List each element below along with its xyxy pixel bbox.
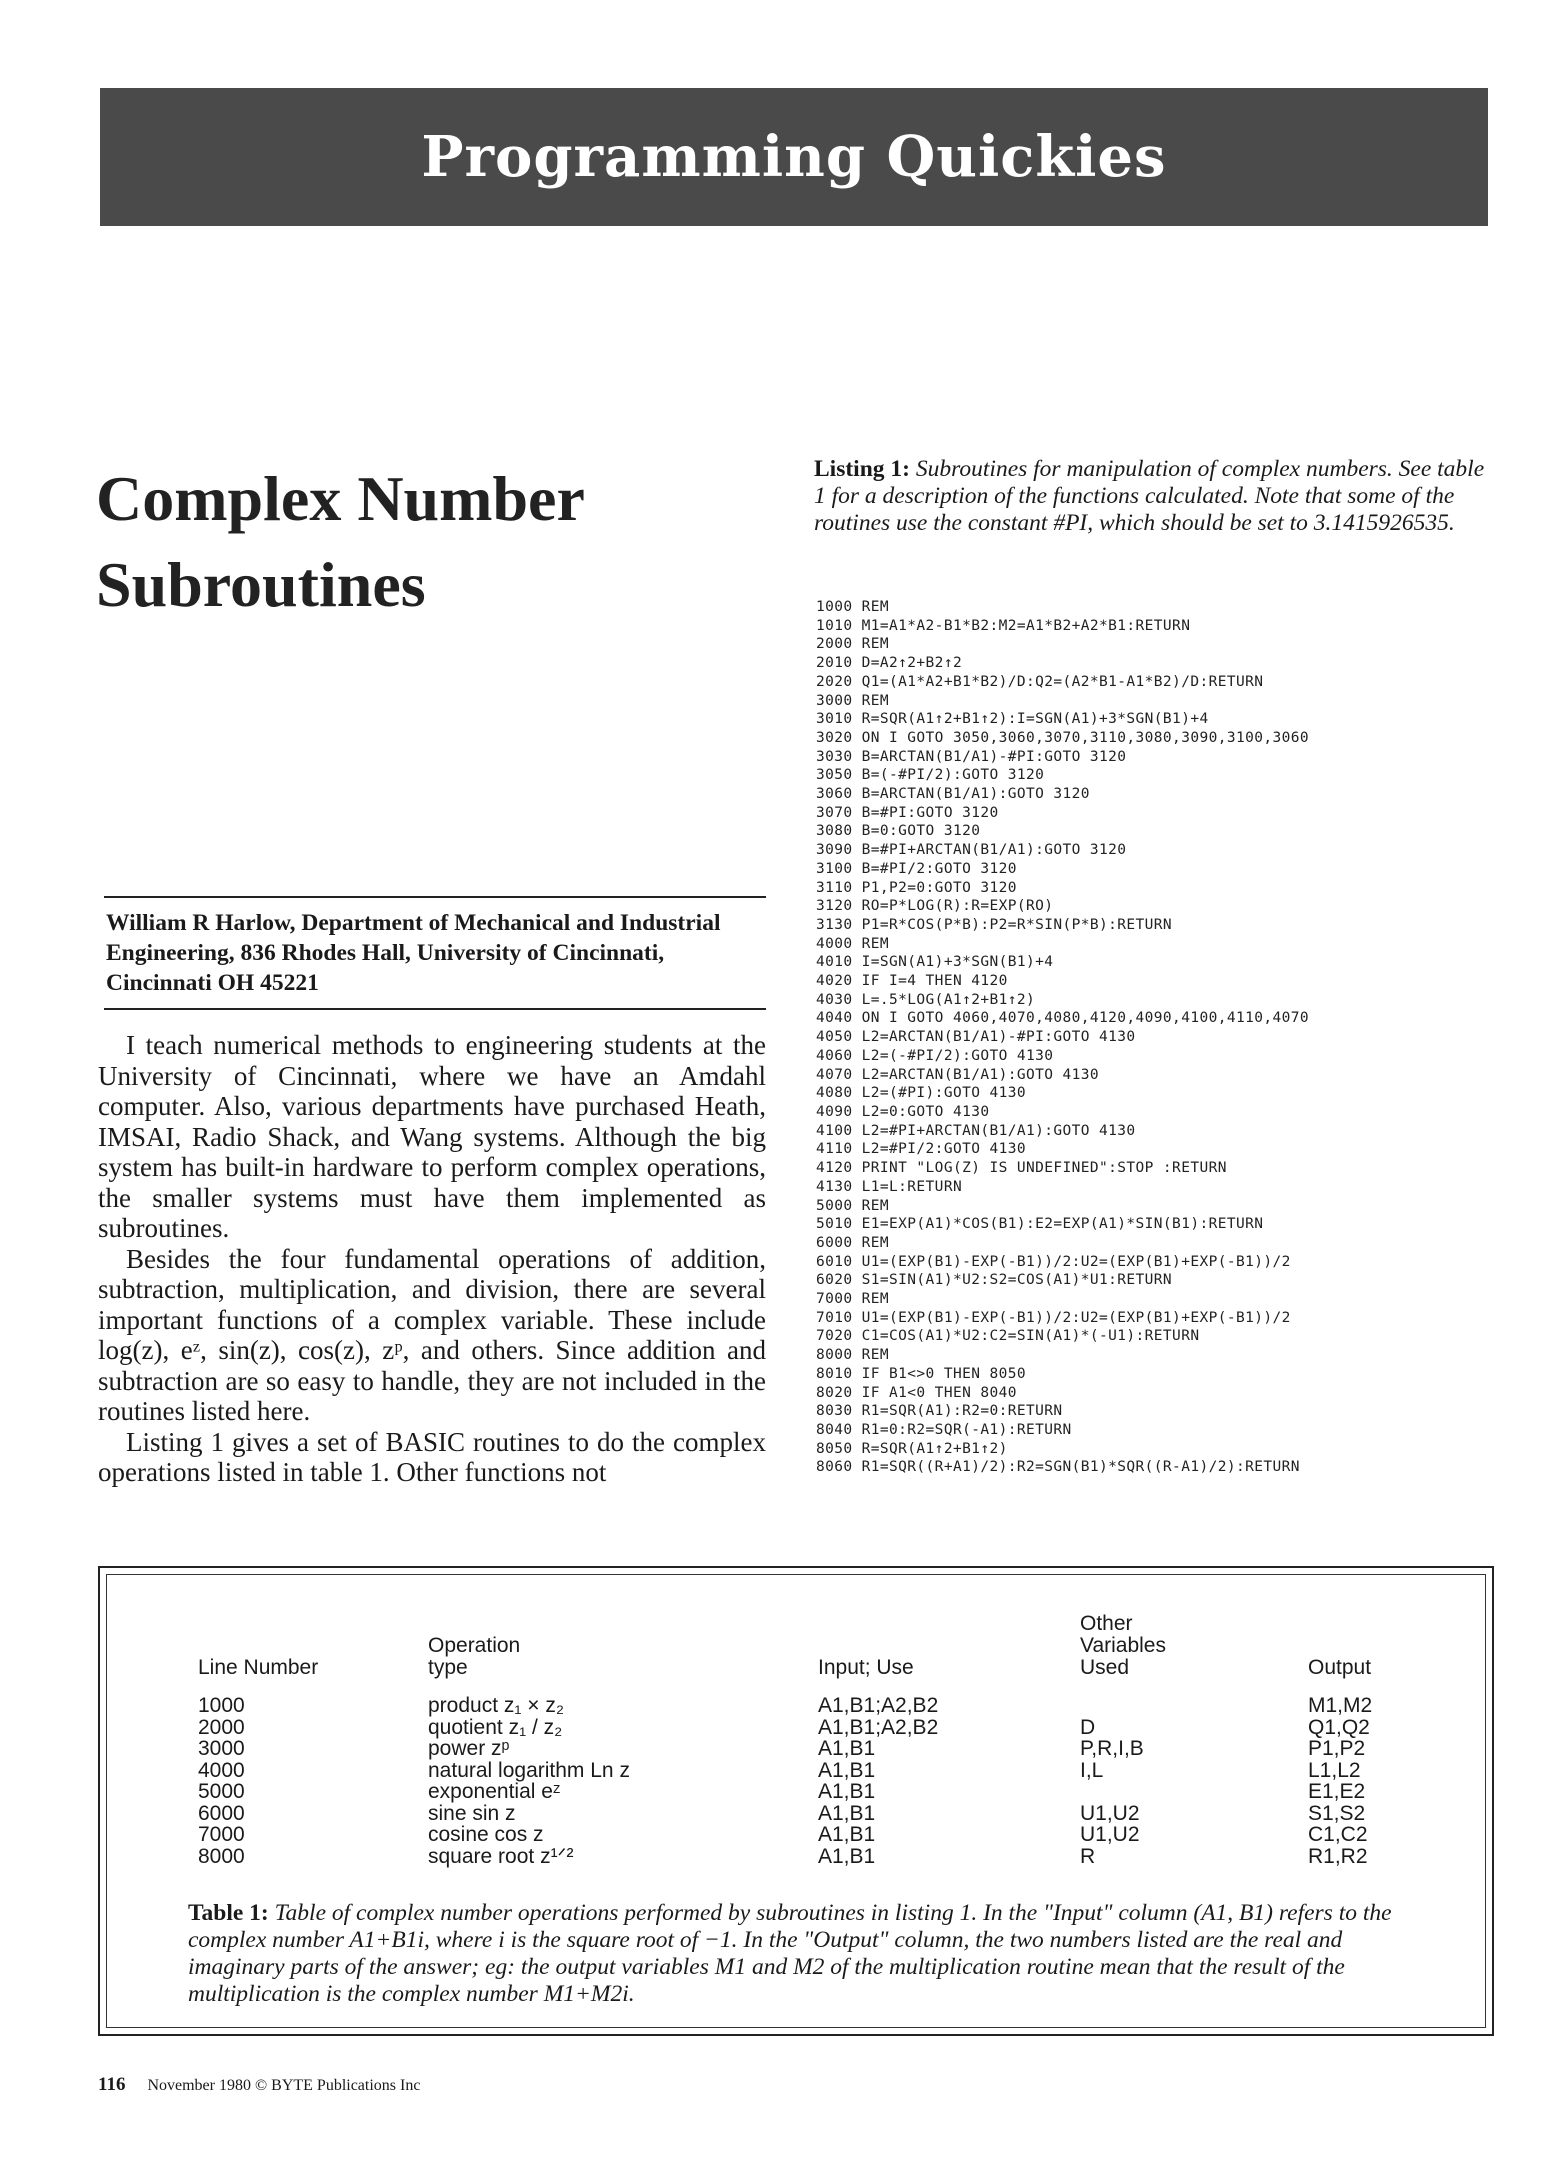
table-cell-operation: exponential eᶻ (428, 1780, 561, 1803)
table-cell-input: A1,B1;A2,B2 (818, 1715, 939, 1739)
table-cell-operation: natural logarithm Ln z (428, 1758, 630, 1782)
code-line: 5010 E1=EXP(A1)*COS(B1):E2=EXP(A1)*SIN(B1):RETURN (816, 1216, 1264, 1233)
table-cell-operation: sine sin z (428, 1801, 516, 1825)
author-line-1: William R Harlow, Department of Mechanical and Industrial (106, 910, 721, 936)
code-line: 6000 REM (816, 1234, 890, 1251)
code-line: 8010 IF B1<>0 THEN 8050 (816, 1365, 1026, 1382)
code-line: 7020 C1=COS(A1)*U2:C2=SIN(A1)*(-U1):RETURN (816, 1328, 1200, 1345)
code-line: 4020 IF I=4 THEN 4120 (816, 973, 1008, 990)
table-caption (188, 1900, 1414, 2008)
code-line: 8050 R=SQR(A1↑2+B1↑2) (816, 1440, 1008, 1457)
header-other-variables (1080, 1613, 1308, 1695)
code-line: 5000 REM (816, 1197, 890, 1214)
code-line: 4120 PRINT "LOG(Z) IS UNDEFINED":STOP :RETURN (816, 1160, 1227, 1177)
table-cell-operation: power zᵖ (428, 1737, 510, 1760)
code-line: 4090 L2=0:GOTO 4130 (816, 1103, 990, 1120)
code-line: 3010 R=SQR(A1↑2+B1↑2):I=SGN(A1)+3*SGN(B1)+4 (816, 711, 1209, 728)
table-row (198, 1781, 1458, 1803)
table-cell-output: L1,L2 (1308, 1758, 1361, 1782)
code-line: 2020 Q1=(A1*A2+B1*B2)/D:Q2=(A2*B1-A1*B2)/D:RETURN (816, 673, 1264, 690)
code-line: 3020 ON I GOTO 3050,3060,3070,3110,3080,3090,3100,3060 (816, 729, 1310, 746)
header-operation (428, 1613, 818, 1695)
code-line: 3050 B=(-#PI/2):GOTO 3120 (816, 767, 1045, 784)
table-cell-line: 5000 (198, 1780, 245, 1803)
code-line: 8060 R1=SQR((R+A1)/2):R2=SGN(B1)*SQR((R-A1)/2):RETURN (816, 1459, 1300, 1476)
table-cell-output: M1,M2 (1308, 1694, 1373, 1717)
header-other-3: Used (1080, 1656, 1130, 1679)
code-line: 4060 L2=(-#PI/2):GOTO 4130 (816, 1047, 1054, 1064)
code-listing (816, 598, 1516, 1477)
code-line: 2010 D=A2↑2+B2↑2 (816, 655, 963, 672)
header-other-1: Other (1080, 1612, 1133, 1635)
code-line: 3120 RO=P*LOG(R):R=EXP(RO) (816, 898, 1054, 915)
code-line: 3110 P1,P2=0:GOTO 3120 (816, 879, 1017, 896)
table-cell-output: C1,C2 (1308, 1823, 1368, 1846)
table-cell-other (1080, 1695, 1308, 1717)
table-cell-line: 4000 (198, 1758, 245, 1782)
table-row (198, 1824, 1458, 1846)
code-line: 3130 P1=R*COS(P*B):P2=R*SIN(P*B):RETURN (816, 916, 1173, 933)
table-cell-output: S1,S2 (1308, 1801, 1366, 1825)
header-input: Input; Use (818, 1656, 914, 1679)
section-banner (100, 88, 1488, 226)
listing-caption-text: Subroutines for manipulation of complex numbers. See table 1 for a description of the functions calculated. Note that some of the routines use the constant #PI, which should be set to 3.1415926535. (814, 456, 1485, 536)
table-1-box (98, 1566, 1494, 2036)
code-line: 8040 R1=0:R2=SQR(-A1):RETURN (816, 1421, 1072, 1438)
header-other-2: Variables (1080, 1634, 1166, 1657)
author-line-3: Cincinnati OH 45221 (106, 970, 319, 996)
code-line: 7010 U1=(EXP(B1)-EXP(-B1))/2:U2=(EXP(B1)+EXP(-B1))/2 (816, 1309, 1291, 1326)
body-paragraph-3: Listing 1 gives a set of BASIC routines to do the complex operations listed in table 1. Other functions not (98, 1426, 766, 1487)
code-line: 4080 L2=(#PI):GOTO 4130 (816, 1085, 1026, 1102)
table-cell-input: A1,B1;A2,B2 (818, 1694, 939, 1717)
table-cell-input: A1,B1 (818, 1801, 876, 1825)
table-caption-text: Table of complex number operations performed by subroutines in listing 1. In the "Input" column (A1, B1) refers to the complex number A1+B1i, where i is the square root of −1. In the "Output" column, the two numbers listed are the real and imaginary parts of the answer; eg: the output variables M1 and M2 of the multiplication routine mean that the result of the multiplication is the complex number M1+M2i. (188, 1900, 1392, 2007)
table-cell-operation: quotient z₁ / z₂ (428, 1715, 563, 1739)
page-number: 116 (98, 2074, 126, 2095)
table-row (198, 1846, 1458, 1868)
table-cell-other: I,L (1080, 1758, 1104, 1782)
table-cell-output: R1,R2 (1308, 1844, 1368, 1868)
header-operation-1: Operation (428, 1634, 521, 1657)
code-line: 3080 B=0:GOTO 3120 (816, 823, 981, 840)
article-title-line-2: Subroutines (96, 549, 426, 620)
code-line: 3030 B=ARCTAN(B1/A1)-#PI:GOTO 3120 (816, 748, 1127, 765)
publication-line: November 1980 © BYTE Publications Inc (147, 2077, 421, 2094)
listing-caption-label: Listing 1: (814, 456, 910, 482)
table-row (198, 1695, 1458, 1717)
table-cell-line: 1000 (198, 1694, 245, 1717)
code-line: 3070 B=#PI:GOTO 3120 (816, 804, 999, 821)
header-line-number: Line Number (198, 1656, 319, 1679)
table-body (198, 1695, 1458, 1867)
operations-table (198, 1613, 1458, 1867)
table-cell-output: E1,E2 (1308, 1780, 1366, 1803)
table-cell-line: 8000 (198, 1844, 245, 1868)
code-line: 2000 REM (816, 636, 890, 653)
table-cell-operation: product z₁ × z₂ (428, 1694, 565, 1717)
table-cell-input: A1,B1 (818, 1844, 876, 1868)
author-byline (104, 896, 766, 1010)
table-cell-other: D (1080, 1715, 1096, 1739)
article-title-line-1: Complex Number (96, 463, 585, 534)
code-line: 6010 U1=(EXP(B1)-EXP(-B1))/2:U2=(EXP(B1)+EXP(-B1))/2 (816, 1253, 1291, 1270)
table-cell-other: P,R,I,B (1080, 1737, 1144, 1760)
code-line: 4000 REM (816, 935, 890, 952)
code-line: 1010 M1=A1*A2-B1*B2:M2=A1*B2+A2*B1:RETURN (816, 617, 1191, 634)
table-cell-input: A1,B1 (818, 1737, 876, 1760)
body-paragraph-2: Besides the four fundamental operations of addition, subtraction, multiplication, and division, there are several important functions of a complex variable. These include log(z), eᶻ, sin(z), cos(z), zᵖ, and others. Since addition and subtraction are so easy to handle, they are not included in the routines listed here. (98, 1243, 766, 1426)
header-output: Output (1308, 1656, 1372, 1679)
article-body (98, 1030, 766, 1488)
code-line: 4030 L=.5*LOG(A1↑2+B1↑2) (816, 991, 1036, 1008)
code-line: 4010 I=SGN(A1)+3*SGN(B1)+4 (816, 954, 1054, 971)
table-row (198, 1738, 1458, 1760)
table-cell-line: 6000 (198, 1801, 245, 1825)
table-row (198, 1760, 1458, 1782)
code-line: 8020 IF A1<0 THEN 8040 (816, 1384, 1017, 1401)
code-line: 4070 L2=ARCTAN(B1/A1):GOTO 4130 (816, 1066, 1100, 1083)
table-cell-line: 7000 (198, 1823, 245, 1846)
table-cell-operation: square root z¹ᐟ² (428, 1844, 574, 1868)
code-line: 3000 REM (816, 692, 890, 709)
table-cell-other: U1,U2 (1080, 1823, 1140, 1846)
code-line: 4100 L2=#PI+ARCTAN(B1/A1):GOTO 4130 (816, 1122, 1136, 1139)
table-cell-output: P1,P2 (1308, 1737, 1366, 1760)
code-line: 3090 B=#PI+ARCTAN(B1/A1):GOTO 3120 (816, 842, 1127, 859)
header-operation-2: type (428, 1656, 468, 1679)
listing-caption (814, 456, 1494, 537)
table-header-row (198, 1613, 1458, 1695)
table-cell-other (1080, 1781, 1308, 1803)
code-line: 8000 REM (816, 1347, 890, 1364)
table-row (198, 1717, 1458, 1739)
author-line-2: Engineering, 836 Rhodes Hall, University of Cincinnati, (106, 940, 665, 966)
table-cell-other: U1,U2 (1080, 1801, 1140, 1825)
code-line: 3100 B=#PI/2:GOTO 3120 (816, 860, 1017, 877)
code-line: 4050 L2=ARCTAN(B1/A1)-#PI:GOTO 4130 (816, 1029, 1136, 1046)
article-title (96, 456, 696, 628)
table-cell-line: 2000 (198, 1715, 245, 1739)
page-footer (98, 2074, 420, 2096)
code-line: 3060 B=ARCTAN(B1/A1):GOTO 3120 (816, 786, 1090, 803)
table-cell-input: A1,B1 (818, 1758, 876, 1782)
table-cell-input: A1,B1 (818, 1823, 876, 1846)
table-row (198, 1803, 1458, 1825)
code-line: 4040 ON I GOTO 4060,4070,4080,4120,4090,4100,4110,4070 (816, 1010, 1310, 1027)
table-cell-other: R (1080, 1844, 1096, 1868)
code-line: 7000 REM (816, 1291, 890, 1308)
code-line: 4130 L1=L:RETURN (816, 1178, 963, 1195)
table-cell-operation: cosine cos z (428, 1823, 544, 1846)
body-paragraph-1: I teach numerical methods to engineering students at the University of Cincinnati, where we have an Amdahl computer. Also, various departments have purchased Heath, IMSAI, Radio Shack, and Wang systems. Although the big system has built-in hardware to perform complex operations, the smaller systems must have them implemented as subroutines. (98, 1030, 766, 1243)
code-line: 1000 REM (816, 599, 890, 615)
code-line: 4110 L2=#PI/2:GOTO 4130 (816, 1141, 1026, 1158)
banner-title: Programming Quickies (421, 124, 1167, 190)
table-cell-line: 3000 (198, 1737, 245, 1760)
table-cell-input: A1,B1 (818, 1780, 876, 1803)
code-line: 6020 S1=SIN(A1)*U2:S2=COS(A1)*U1:RETURN (816, 1272, 1173, 1289)
table-cell-output: Q1,Q2 (1308, 1715, 1370, 1739)
table-caption-label: Table 1: (188, 1900, 269, 1926)
code-line: 8030 R1=SQR(A1):R2=0:RETURN (816, 1403, 1063, 1420)
